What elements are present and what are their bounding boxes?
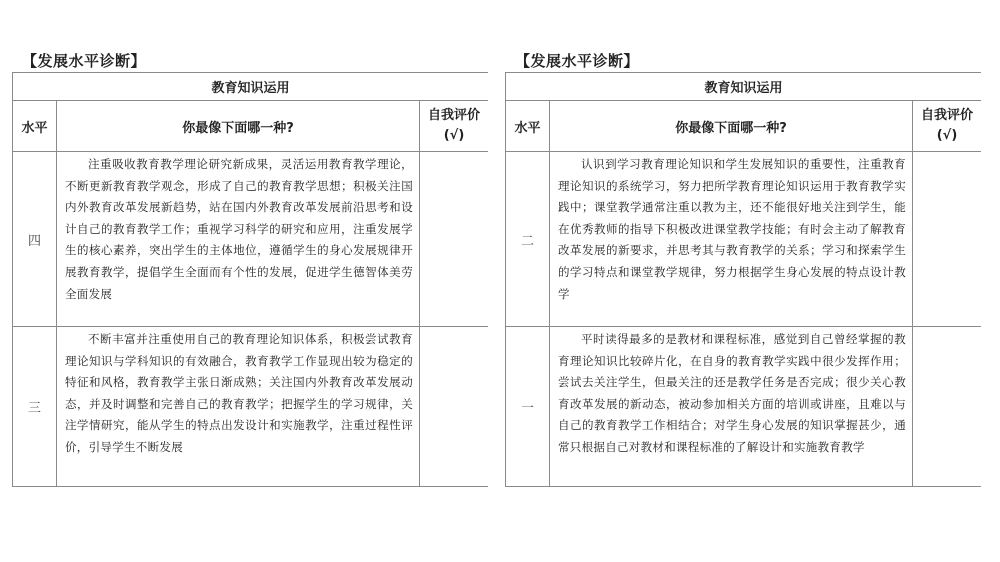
panel-heading: 【发展水平诊断】 [515, 52, 640, 70]
description-cell: 不断丰富并注重使用自己的教育理论知识体系，积极尝试教育理论知识与学科知识的有效融合，教育教学工作显现出较为稳定的特征和风格，教育教学主张日渐成熟；关注国内外教育改革发展动态，并及时调整和完善自己的教育教学；把握学生的学习规律，关注学情研究，能从学生的特点出发设计和实施教学，注重过程性评价，引导学生不断发展 [57, 327, 420, 487]
description-cell: 认识到学习教育理论知识和学生发展知识的重要性，注重教育理论知识的系统学习，努力把所学教育理论知识运用于教育教学实践中；课堂教学通常注重以教为主，还不能很好地关注到学生，能在优秀教师的指导下积极改进课堂教学技能；有时会主动了解教育改革发展的新要求，并思考其与教育教学的关系；学习和探索学生的学习特点和课堂教学规律，努力根据学生身心发展的特点设计教学 [550, 152, 913, 327]
level-cell: 一 [506, 327, 550, 487]
level-header: 水平 [506, 101, 550, 152]
self-eval-check-label: (√) [936, 128, 958, 143]
self-eval-label: 自我评价 [921, 108, 974, 123]
question-header: 你最像下面哪一种? [57, 101, 420, 152]
diagnosis-table [505, 72, 981, 487]
description-cell: 平时读得最多的是教材和课程标准，感觉到自己曾经掌握的教育理论知识比较碎片化，在自身的教育教学实践中很少发挥作用；尝试去关注学生，但最关注的还是教学任务是否完成；很少关心教育改革发展的新动态，被动参加相关方面的培训或讲座，且难以与自己的教育教学工作相结合；对学生身心发展的知识掌握甚少，通常只根据自己对教材和课程标准的了解设计和实施教育教学 [550, 327, 913, 487]
level-header: 水平 [13, 101, 57, 152]
table-row [13, 152, 489, 327]
diagnosis-panel-right [505, 50, 981, 512]
self-eval-cell[interactable] [420, 152, 489, 327]
level-cell: 三 [13, 327, 57, 487]
table-row [506, 152, 982, 327]
question-header: 你最像下面哪一种? [550, 101, 913, 152]
self-eval-cell[interactable] [420, 327, 489, 487]
self-eval-header [913, 101, 982, 152]
panel-heading: 【发展水平诊断】 [22, 52, 147, 70]
self-eval-check-label: (√) [443, 128, 465, 143]
self-eval-header [420, 101, 489, 152]
level-cell: 四 [13, 152, 57, 327]
diagnosis-table [12, 72, 488, 487]
self-eval-cell[interactable] [913, 327, 982, 487]
diagnosis-panel-left [12, 50, 488, 512]
self-eval-cell[interactable] [913, 152, 982, 327]
table-row [506, 327, 982, 487]
table-title: 教育知识运用 [13, 73, 489, 101]
self-eval-label: 自我评价 [428, 108, 481, 123]
table-title: 教育知识运用 [506, 73, 982, 101]
level-cell: 二 [506, 152, 550, 327]
table-row [13, 327, 489, 487]
description-cell: 注重吸收教育教学理论研究新成果，灵活运用教育教学理论，不断更新教育教学观念，形成了自己的教育教学思想；积极关注国内外教育改革发展新趋势，站在国内外教育改革发展前沿思考和设计自己的教育教学工作；重视学习科学的研究和应用，注重发展学生的核心素养，突出学生的主体地位，遵循学生的身心发展规律开展教育教学，提倡学生全面而有个性的发展，促进学生德智体美劳全面发展 [57, 152, 420, 327]
